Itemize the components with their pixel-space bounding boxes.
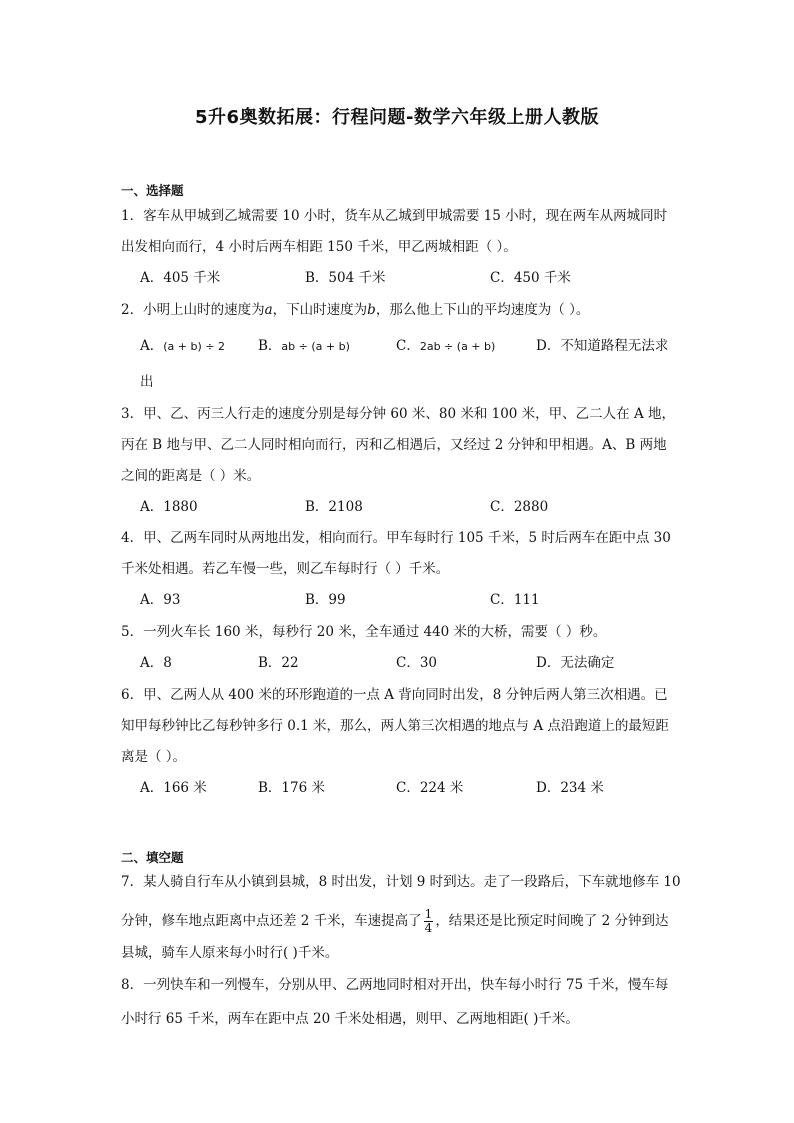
q2-text-pre: 2．小明上山时的速度为 xyxy=(121,302,265,318)
q6-line1: 6．甲、乙两人从 400 米的环形跑道的一点 A 背向同时出发，8 分钟后两人第三次相遇。已 xyxy=(121,687,668,703)
q2-option-b xyxy=(258,336,350,357)
q1-line2: 出发相向而行，4 小时后两车相距 150 千米，甲乙两城相距（ ）。 xyxy=(121,239,517,255)
q5-option-d: D．无法确定 xyxy=(536,655,615,671)
q7-line1: 7．某人骑自行车从小镇到县城，8 时出发，计划 9 时到达。走了一段路后，下车就地修车 10 xyxy=(121,874,681,890)
q2-option-c-formula: 2ab ÷ (a + b) xyxy=(419,340,496,353)
q2-option-c xyxy=(396,336,495,357)
q3-line2: 丙在 B 地与甲、乙二人同时相向而行，丙和乙相遇后，又经过 2 分钟和甲相遇。A、B 两地 xyxy=(121,437,667,453)
q2-option-c-label: C． xyxy=(396,338,420,354)
q7-line2-pre: 分钟，修车地点距离中点还差 2 千米，车速提高了 xyxy=(121,913,422,929)
q6-option-c: C．224 米 xyxy=(396,780,464,796)
q5-line1: 5．一列火车长 160 米，每秒行 20 米，全车通过 440 米的大桥，需要（ ）秒。 xyxy=(121,624,607,640)
q1-line1: 1．客车从甲城到乙城需要 10 小时，货车从乙城到甲城需要 15 小时，现在两车从两城同时 xyxy=(121,208,668,224)
q2-line1 xyxy=(121,300,677,320)
fraction-denominator: 4 xyxy=(424,921,433,935)
q4-option-a: A．93 xyxy=(140,592,181,608)
q5-option-a: A．8 xyxy=(140,655,172,671)
q2-option-a-label: A． xyxy=(140,338,164,354)
q2-option-d-continued: 出 xyxy=(140,374,154,390)
q1-option-a: A．405 千米 xyxy=(140,270,221,286)
q2-var-b: b xyxy=(367,302,376,318)
q2-option-b-formula: ab ÷ (a + b) xyxy=(281,340,350,353)
q2-text-post: ，那么他上下山的平均速度为（ ）。 xyxy=(375,302,590,318)
q7-line3: 县城，骑车人原来每小时行( )千米。 xyxy=(121,945,339,961)
q5-option-b: B．22 xyxy=(258,655,299,671)
page-title: 5升6奥数拓展：行程问题-数学六年级上册人教版 xyxy=(194,107,600,128)
q4-line2: 千米处相遇。若乙车慢一些，则乙车每时行（ ）千米。 xyxy=(121,561,450,577)
q2-var-a: a xyxy=(264,302,273,318)
section-heading-choice: 一、选择题 xyxy=(121,183,184,198)
q4-line1: 4．甲、乙两车同时从两地出发，相向而行。甲车每时行 105 千米，5 时后两车在距中点 30 xyxy=(121,530,671,546)
q7-line2-post: ，结果还是比预定时间晚了 2 分钟到达 xyxy=(435,913,669,929)
q2-option-a-formula: (a + b) ÷ 2 xyxy=(163,340,225,353)
q4-option-b: B．99 xyxy=(305,592,346,608)
q7-line2 xyxy=(121,905,677,937)
fraction-numerator: 1 xyxy=(424,907,433,921)
q3-line1: 3．甲、乙、丙三人行走的速度分别是每分钟 60 米、80 米和 100 米，甲、乙二人在 A 地， xyxy=(121,406,675,422)
q2-option-a xyxy=(140,336,225,357)
q6-line3: 离是（ ）。 xyxy=(121,749,187,765)
q5-option-c: C．30 xyxy=(396,655,438,671)
q2-text-mid: ，下山时速度为 xyxy=(272,302,368,318)
q3-option-a: A．1880 xyxy=(140,499,198,515)
q3-option-c: C．2880 xyxy=(490,499,549,515)
q6-option-b: B．176 米 xyxy=(258,780,325,796)
q8-line2: 小时行 65 千米，两车在距中点 20 千米处相遇，则甲、乙两地相距( )千米。 xyxy=(121,1011,579,1027)
q3-option-b: B．2108 xyxy=(305,499,363,515)
q1-option-b: B．504 千米 xyxy=(305,270,386,286)
q6-option-a: A．166 米 xyxy=(140,780,207,796)
q4-option-c: C．111 xyxy=(490,592,540,608)
q6-option-d: D．234 米 xyxy=(536,780,604,796)
q1-option-c: C．450 千米 xyxy=(490,270,571,286)
q2-option-b-label: B． xyxy=(258,338,282,354)
q3-line3: 之间的距离是（ ）米。 xyxy=(121,468,261,484)
q2-option-d: D．不知道路程无法求 xyxy=(536,338,669,354)
fraction-one-quarter xyxy=(424,908,434,935)
q6-line2: 知甲每秒钟比乙每秒钟多行 0.1 米，那么，两人第三次相遇的地点与 A 点沿跑道上的最短距 xyxy=(121,718,669,734)
q8-line1: 8．一列快车和一列慢车，分别从甲、乙两地同时相对开出，快车每小时行 75 千米，慢车每 xyxy=(121,977,669,993)
section-heading-fill-in: 二、填空题 xyxy=(121,850,184,865)
